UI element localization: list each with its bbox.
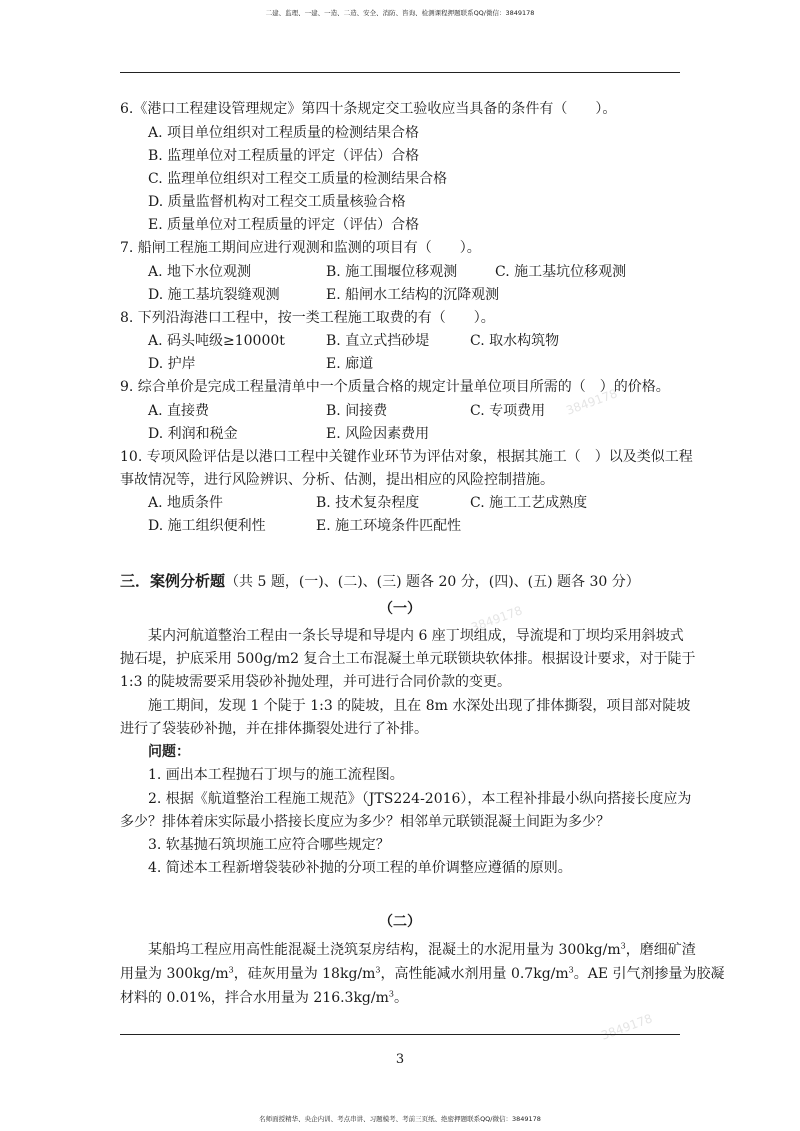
case-1-p2-line2: 进行了袋装砂补抛，并在排体撕裂处进行了补排。 [120, 721, 428, 737]
question-8-option-c: C. 取水构筑物 [470, 333, 560, 349]
question-10-stem-line2: 事故情况等，进行风险辨识、分析、估测，提出相应的风险控制措施。 [120, 472, 554, 488]
question-10-option-b: B. 技术复杂程度 [316, 495, 420, 511]
question-10-option-c: C. 施工工艺成熟度 [470, 495, 588, 511]
case-1-question-1: 1. 画出本工程抛石丁坝与的施工流程图。 [148, 767, 404, 783]
question-7-stem: 7. 船闸工程施工期间应进行观测和监测的项目有（ ）。 [120, 240, 481, 256]
header-note: 二建、监理、一建、一造、二造、安全、消防、咨询、检测课程押题联系QQ/微信：3849178 [265, 9, 535, 17]
case-1-question-2-line2: 多少？排体着床实际最小搭接长度应为多少？相邻单元联锁混凝土间距为多少？ [120, 814, 610, 830]
question-9-option-a: A. 直接费 [148, 403, 210, 419]
footer-note: 名师面授精华、央企内训、考点串讲、习题模考、考前三页纸、绝密押题联系QQ/微信：3849178 [259, 1115, 541, 1123]
question-7-option-e: E. 船闸水工结构的沉降观测 [326, 287, 500, 303]
case-2-line1: 某船坞工程应用高性能混凝土浇筑泵房结构，混凝土的水泥用量为 $300kg/m^3$，磨细矿渣 [148, 941, 696, 958]
question-9-option-c: C. 专项费用 [470, 403, 546, 419]
question-8-option-e: E. 廊道 [326, 356, 374, 372]
case-1-p2-line1: 施工期间，发现 1 个陡于 1:3 的陡坡，且在 8m 水深处出现了排体撕裂，项目部对陡坡 [148, 698, 691, 714]
case-2-line3: 材料的 0.01%，拌合水用量为 $216.3kg/m^3$。 [120, 989, 408, 1006]
question-10-stem-line1: 10. 专项风险评估是以港口工程中关键作业环节为评估对象，根据其施工（ ）以及类似工程 [120, 449, 693, 465]
section-3-heading-row [120, 570, 640, 591]
watermark: 3849178 [564, 386, 620, 418]
section-3-heading-note: （共 5 题，(一)、(二)、(三) 题各 20 分，(四)、(五) 题各 30 分） [225, 574, 640, 590]
question-7-option-b: B. 施工围堰位移观测 [326, 264, 458, 280]
question-8-option-b: B. 直立式挡砂堤 [326, 333, 430, 349]
case-1-p1-line2: 抛石堤，护底采用 500g/m2 复合土工布混凝土单元联锁块软体排。根据设计要求，对于陡于 [120, 651, 696, 667]
page-number: 3 [395, 1052, 405, 1067]
watermark: 3849178 [599, 1011, 655, 1043]
watermark: 3849178 [469, 603, 525, 635]
case-2-title: （二） [379, 914, 421, 930]
question-10-option-d: D. 施工组织便利性 [148, 518, 266, 534]
question-6-option-d: D. 质量监督机构对工程交工质量核验合格 [148, 194, 406, 210]
case-1-question-2-line1: 2. 根据《航道整治工程施工规范》（JTS224-2016），本工程补排最小纵向搭接长度应为 [148, 791, 692, 807]
case-1-p1-line3: 1:3 的陡坡需要采用袋砂补抛处理，并可进行合同价款的变更。 [120, 674, 511, 690]
section-3-heading: 三．案例分析题 [120, 572, 226, 590]
question-9-stem: 9. 综合单价是完成工程量清单中一个质量合格的规定计量单位项目所需的（ ）的价格。 [120, 379, 670, 395]
question-9-option-d: D. 利润和税金 [148, 426, 238, 442]
question-9-option-e: E. 风险因素费用 [326, 426, 430, 442]
question-7-option-d: D. 施工基坑裂缝观测 [148, 287, 280, 303]
question-8-option-a: A. 码头吨级≥10000t [148, 333, 285, 349]
question-10-option-e: E. 施工环境条件匹配性 [316, 518, 462, 534]
case-1-question-4: 4. 简述本工程新增袋装砂补抛的分项工程的单价调整应遵循的原则。 [148, 860, 572, 876]
header-rule [120, 72, 680, 73]
question-7-option-c: C. 施工基坑位移观测 [495, 264, 627, 280]
case-1-p1-line1: 某内河航道整治工程由一条长导堤和导堤内 6 座丁坝组成，导流堤和丁坝均采用斜坡式 [148, 628, 684, 644]
footer-rule [120, 1034, 680, 1035]
case-1-questions-label: 问题： [148, 744, 190, 760]
case-1-title: （一） [379, 601, 421, 617]
question-6-stem: 6.《港口工程建设管理规定》第四十条规定交工验收应当具备的条件有（ ）。 [120, 101, 617, 117]
question-6-option-e: E. 质量单位对工程质量的评定（评估）合格 [148, 217, 420, 233]
question-10-option-a: A. 地质条件 [148, 495, 224, 511]
question-6-option-c: C. 监理单位组织对工程交工质量的检测结果合格 [148, 171, 448, 187]
question-7-option-a: A. 地下水位观测 [148, 264, 252, 280]
question-8-stem: 8. 下列沿海港口工程中，按一类工程施工取费的有（ ）。 [120, 310, 495, 326]
question-8-option-d: D. 护岸 [148, 356, 196, 372]
question-9-option-b: B. 间接费 [326, 403, 388, 419]
question-6-option-b: B. 监理单位对工程质量的评定（评估）合格 [148, 148, 420, 164]
question-6-option-a: A. 项目单位组织对工程质量的检测结果合格 [148, 125, 420, 141]
case-1-question-3: 3. 软基抛石筑坝施工应符合哪些规定？ [148, 837, 390, 853]
case-2-line2: 用量为 $300kg/m^3$，硅灰用量为 $18kg/m^3$，高性能减水剂用量 $0.7kg/m^3$。AE 引气剂掺量为胶凝 [120, 965, 725, 982]
